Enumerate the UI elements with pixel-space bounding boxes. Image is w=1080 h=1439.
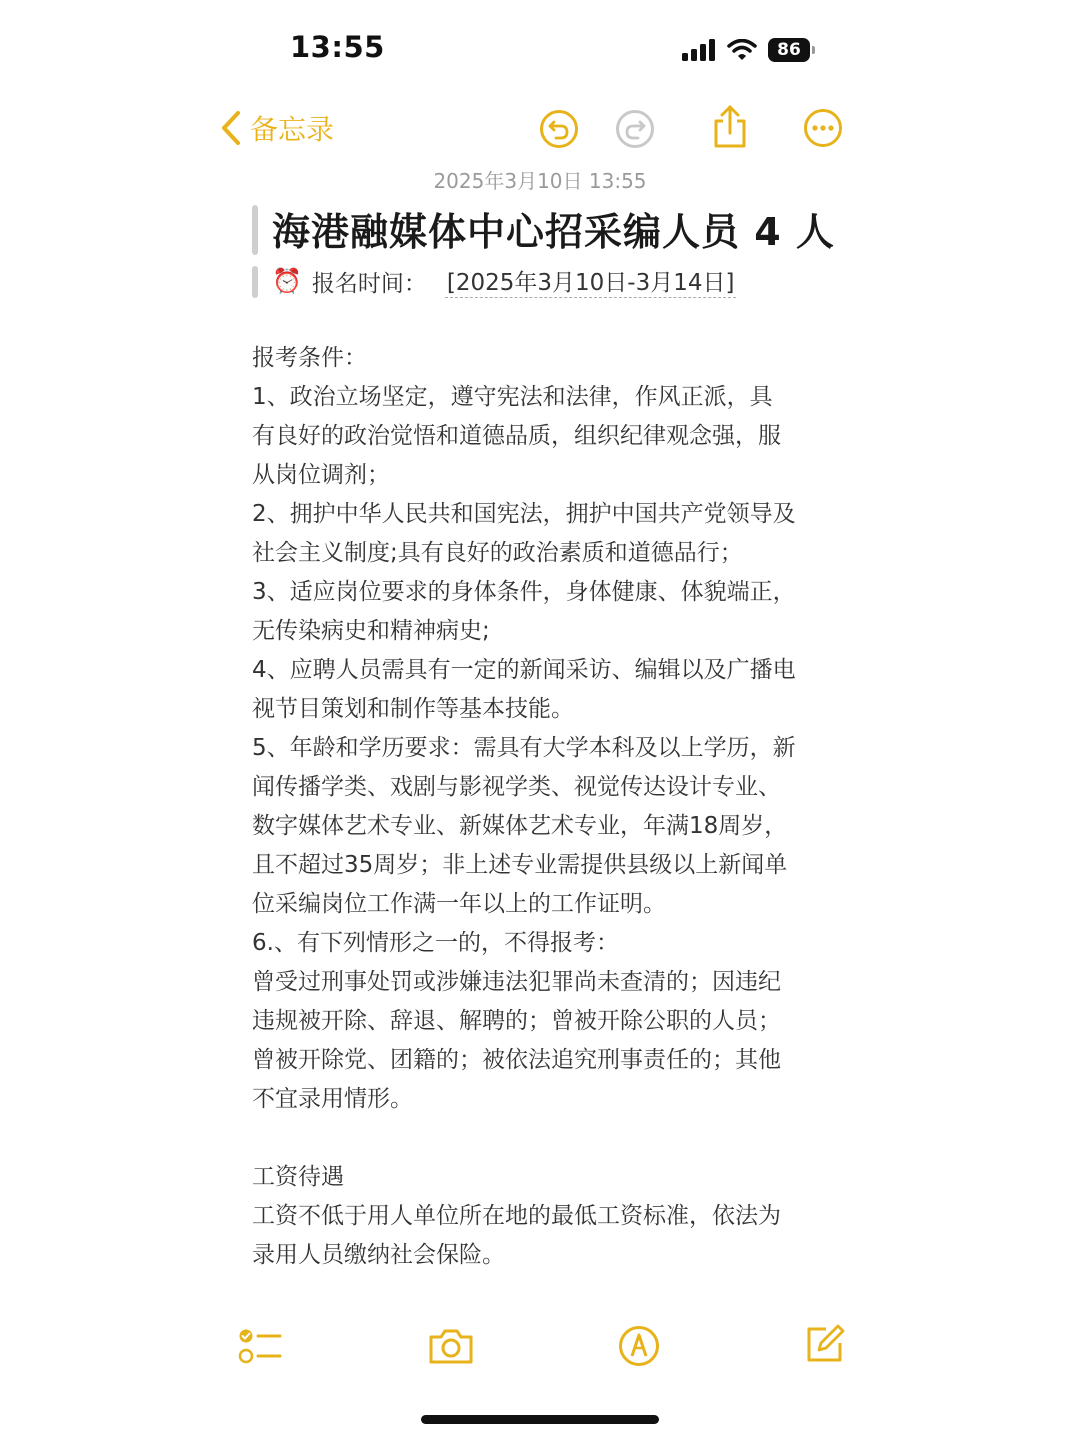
share-button[interactable] [710, 104, 750, 150]
body-line: 且不超过35周岁；非上述专业需提供县级以上新闻单 [252, 852, 788, 878]
quote-bar [252, 205, 258, 255]
blank-line [252, 1119, 842, 1158]
body-line: 视节目策划和制作等基本技能。 [252, 696, 574, 722]
body-line: 工资待遇 [252, 1164, 344, 1190]
markup-button[interactable] [618, 1325, 660, 1367]
body-line: 违规被开除、辞退、解聘的；曾被开除公职的人员； [252, 1008, 781, 1034]
registration-label: 报名时间： [311, 270, 427, 297]
back-label: 备忘录 [250, 113, 335, 146]
body-line: 4、应聘人员需具有一定的新闻采访、编辑以及广播电 [252, 657, 796, 683]
wifi-icon [727, 39, 757, 61]
more-button[interactable] [803, 108, 843, 148]
back-button[interactable] [218, 108, 334, 148]
body-line: 曾被开除党、团籍的；被依法追究刑事责任的；其他 [252, 1047, 781, 1073]
cellular-signal-icon [682, 39, 716, 61]
chevron-left-icon [218, 110, 244, 146]
body-line: 5、年龄和学历要求：需具有大学本科及以上学历，新 [252, 735, 796, 761]
body-line: 工资不低于用人单位所在地的最低工资标准，依法为 [252, 1203, 781, 1229]
body-line: 位采编岗位工作满一年以上的工作证明。 [252, 891, 666, 917]
body-line: 6.、有下列情形之一的，不得报考： [252, 930, 619, 956]
body-line: 1、政治立场坚定，遵守宪法和法律，作风正派，具 [252, 384, 773, 410]
home-indicator [421, 1415, 659, 1424]
note-title: 海港融媒体中心招采编人员 4 人 [272, 210, 835, 254]
compose-button[interactable] [804, 1323, 846, 1365]
quote-bar [252, 266, 258, 298]
body-line: 闻传播学类、戏剧与影视学类、视觉传达设计专业、 [252, 774, 781, 800]
body-line: 不宜录用情形。 [252, 1086, 413, 1112]
body-line: 2、拥护中华人民共和国宪法，拥护中国共产党领导及 [252, 501, 796, 527]
body-line: 社会主义制度;具有良好的政治素质和道德品行； [252, 540, 743, 566]
battery-indicator: 86 [768, 38, 810, 62]
note-date: 2025年3月10日 13:55 [433, 169, 647, 193]
body-line: 从岗位调剂； [252, 462, 390, 488]
body-line: 录用人员缴纳社会保险。 [252, 1242, 505, 1268]
body-line: 数字媒体艺术专业、新媒体艺术专业，年满18周岁， [252, 813, 788, 839]
registration-line [272, 264, 736, 298]
body-line: 曾受过刑事处罚或涉嫌违法犯罪尚未查清的；因违纪 [252, 969, 781, 995]
body-line: 报考条件： [252, 345, 367, 371]
redo-button[interactable] [615, 109, 655, 149]
camera-button[interactable] [427, 1327, 475, 1365]
alarm-clock-icon: ⏰ [272, 267, 302, 295]
checklist-button[interactable] [237, 1327, 283, 1365]
undo-button[interactable] [539, 109, 579, 149]
body-line: 3、适应岗位要求的身体条件，身体健康、体貌端正， [252, 579, 796, 605]
registration-dates: [2025年3月10日-3月14日] [445, 264, 737, 298]
status-icons [682, 36, 810, 64]
note-body[interactable] [252, 339, 842, 1275]
status-time: 13:55 [290, 30, 385, 64]
body-line: 有良好的政治觉悟和道德品质，组织纪律观念强，服 [252, 423, 781, 449]
body-line: 无传染病史和精神病史; [252, 618, 490, 644]
